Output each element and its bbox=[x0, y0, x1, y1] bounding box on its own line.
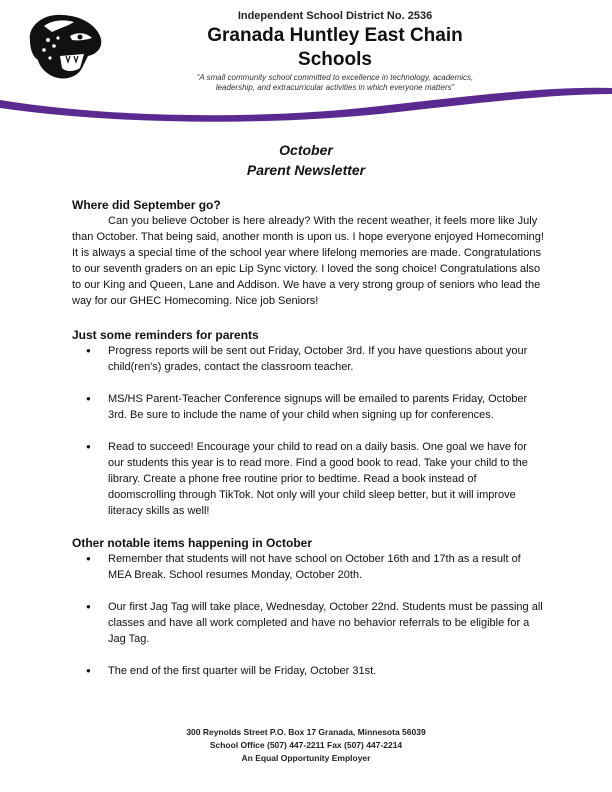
reminders-list bbox=[72, 343, 544, 519]
motto-line1: “A small community school committed to excellence in technology, academics, bbox=[196, 73, 474, 82]
footer-address: 300 Reynolds Street P.O. Box 17 Granada, Minnesota 56039 bbox=[186, 727, 426, 737]
jaguar-head-icon bbox=[24, 10, 106, 84]
school-name-line2: Schools bbox=[298, 49, 372, 70]
list-item: ● Progress reports will be sent out Friday, October 3rd. If you have questions about your child(ren's) grades, contact the classroom teacher. bbox=[72, 343, 544, 375]
list-item: ● Our first Jag Tag will take place, Wednesday, October 22nd. Students must be passing all classes and have all work completed and have no behavior referrals to be eligible for a Jag Tag. bbox=[72, 599, 544, 647]
footer bbox=[0, 726, 612, 765]
section-heading-september: Where did September go? bbox=[72, 198, 221, 212]
section-paragraph-september: Can you believe October is here already? With the recent weather, it feels more like July than October. That being said, another month is upon us. I hope everyone enjoyed Homecoming! It is always a special time of the school year where lifelong memories are made. Congratulations to our seventh graders on an epic Lip Sync victory. I loved the song choice! Congratulations also to our King and Queen, Lane and Addison. We have a very strong group of seniors who lead the way for our GHEC Homecoming. Nice job Seniors! bbox=[72, 215, 544, 307]
section-heading-notable: Other notable items happening in October bbox=[72, 536, 313, 550]
title-subtitle: Parent Newsletter bbox=[246, 162, 366, 178]
newsletter-title bbox=[0, 140, 612, 180]
list-item: ● Remember that students will not have school on October 16th and 17th as a result of MEA Break. School resumes Monday, October 20th. bbox=[72, 551, 544, 583]
list-item: ● MS/HS Parent-Teacher Conference signups will be emailed to parents Friday, October 3rd. Be sure to include the name of your child when signing up for conferences. bbox=[72, 391, 544, 423]
motto-line2: leadership, and extracurricular activities in which everyone matters” bbox=[215, 83, 455, 92]
school-name bbox=[150, 24, 520, 72]
section-heading-reminders: Just some reminders for parents bbox=[72, 328, 259, 342]
footer-phones: School Office (507) 447-2211 Fax (507) 447-2214 bbox=[209, 740, 403, 750]
school-name-line1: Granada Huntley East Chain bbox=[207, 25, 463, 46]
list-item: ● Read to succeed! Encourage your child to read on a daily basis. One goal we have for our students this year is to read more. Find a good book to read. Take your child to the library. Create a phone free routine prior to bedtime. Read a book instead of doomscrolling through TikTok. Not only will your child sleep better, but it will improve literacy skills as well! bbox=[72, 439, 544, 519]
title-month: October bbox=[279, 142, 333, 158]
newsletter-body bbox=[72, 197, 544, 695]
header-swoosh bbox=[0, 78, 612, 128]
notable-items-list bbox=[72, 551, 544, 679]
footer-eoe: An Equal Opportunity Employer bbox=[241, 753, 371, 763]
list-item: ● The end of the first quarter will be Friday, October 31st. bbox=[72, 663, 544, 679]
district-name: Independent School District No. 2536 bbox=[237, 10, 433, 22]
